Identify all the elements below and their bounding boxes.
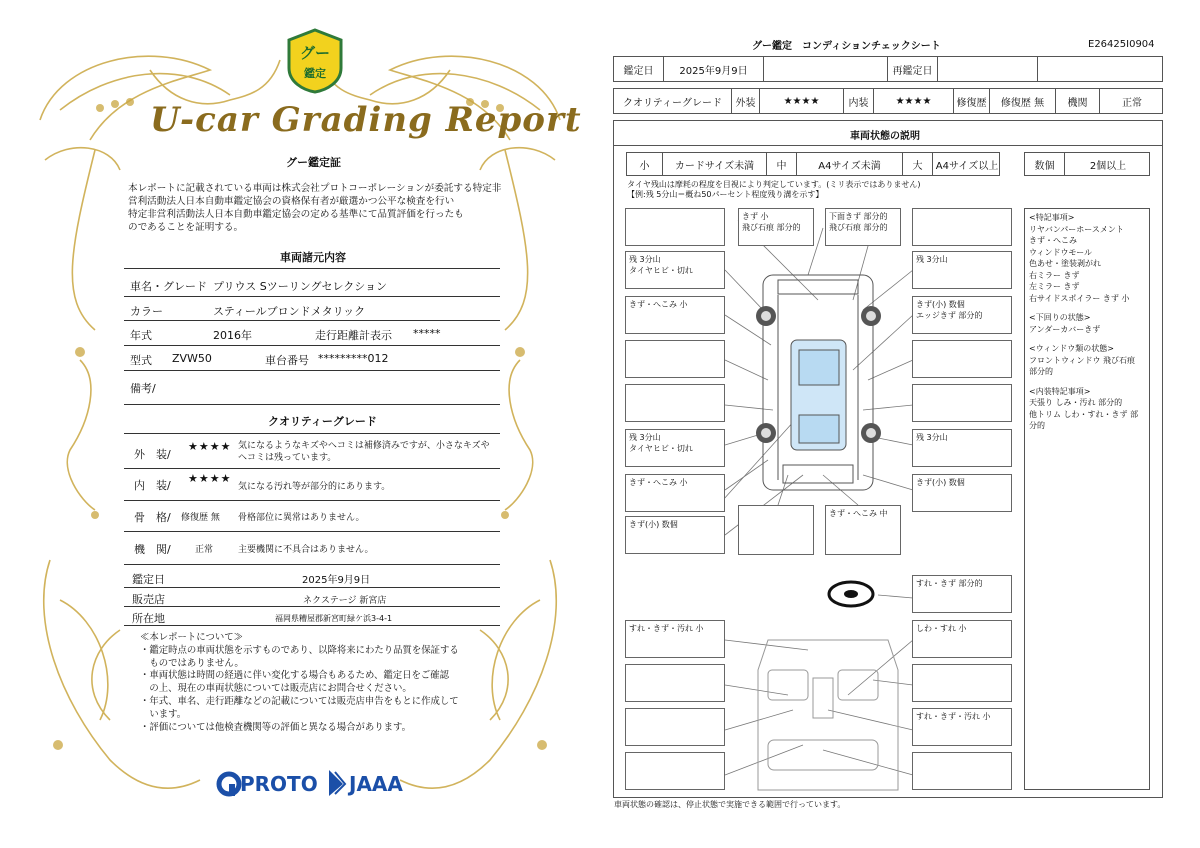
special-note-line: 色あせ・塗装剥がれ	[1029, 259, 1101, 268]
address-value: 福岡県糟屋郡新宮町緑ケ浜3-4-1	[275, 614, 393, 623]
tire-note	[627, 180, 920, 200]
sheet-date-label: 鑑定日	[614, 57, 664, 81]
steering-wheel-icon	[829, 582, 873, 606]
exterior-desc	[238, 440, 490, 464]
blank-note	[625, 752, 725, 790]
chassis-value: *********012	[318, 352, 389, 365]
exterior-desc-line: 気になるようなキズやヘコミは補修済みですが、小さなキズや	[238, 441, 490, 451]
cert-text-line: 特定非営利活動法人日本自動車鑑定協会の定める基準にて品質評価を行ったも	[128, 209, 464, 220]
note-int-right-2: すれ・きず・汚れ 小	[912, 708, 1012, 746]
frame-label: 骨 格/	[134, 511, 171, 524]
blank-note	[912, 752, 1012, 790]
note-int-right-1: しわ・すれ 小	[912, 620, 1012, 658]
tire-note-line: 【例:残 5分山＝概ね50パーセント程度残り溝を示す】	[627, 190, 824, 199]
special-note-line: フロントウィンドウ 飛び石痕 部分的	[1029, 355, 1136, 376]
blank-note	[625, 384, 725, 422]
blank-note	[625, 708, 725, 746]
special-note-line: きず・へこみ	[1029, 236, 1077, 245]
date-row	[613, 56, 1163, 82]
count-legend	[1024, 152, 1150, 176]
mileage-label: 走行距離計表示	[315, 329, 392, 342]
spec-heading: 車両諸元内容	[280, 251, 346, 264]
mileage-value: *****	[413, 327, 441, 340]
legend-large: 大	[903, 153, 933, 175]
special-note-line: 右サイドスポイラー きず 小	[1029, 293, 1130, 303]
sheet-int-stars: ★★★★	[874, 89, 954, 113]
note-front-a: きず 小 飛び石痕 部分的	[738, 208, 814, 246]
sheet-date-blank	[764, 57, 888, 81]
blank-note	[625, 208, 725, 246]
special-note-line: <下回りの状態>	[1029, 313, 1091, 322]
cert-text	[128, 182, 501, 234]
date-value: 2025年9月9日	[302, 575, 371, 586]
car-interior	[758, 640, 898, 790]
legend-small: 小	[627, 153, 663, 175]
doc-id: E26425I0904	[1088, 39, 1155, 50]
note-right-2: きず(小) 数個	[912, 474, 1012, 512]
blank-note	[738, 505, 814, 555]
cert-heading: グー鑑定証	[286, 156, 341, 169]
legend-count-desc: 2個以上	[1089, 160, 1127, 172]
interior-stars: ★★★★	[188, 472, 232, 485]
model-label: 型式	[130, 354, 152, 367]
special-note-line: リヤバンパーホースメント	[1029, 224, 1124, 234]
sheet-date-value: 2025年9月9日	[664, 57, 764, 81]
special-note-line: 他トリム しわ・すれ・きず 部分的	[1029, 409, 1139, 430]
jaaa-logo-text: JAAA	[349, 772, 403, 796]
sheet-grade-label: クオリティーグレード	[614, 89, 732, 113]
address-label: 所在地	[132, 612, 165, 625]
special-note-line: アンダーカバーきず	[1029, 324, 1101, 334]
model-value: ZVW50	[172, 352, 212, 365]
sheet-repair-value: 修復歴 無	[990, 89, 1056, 113]
blank-note	[625, 664, 725, 702]
frame-desc: 骨格部位に異常はありません。	[238, 513, 365, 523]
special-note-line: <特記事項>	[1029, 213, 1075, 222]
about-line: ・鑑定時点の車両状態を示すものであり、以降将来にわたり品質を保証する	[140, 644, 459, 656]
color-label: カラー	[130, 305, 163, 318]
special-note-line: ウィンドウモール	[1029, 247, 1093, 257]
remarks-label: 備考/	[130, 382, 156, 395]
dealer-label: 販売店	[132, 593, 165, 606]
special-note-line: 左ミラー きず	[1029, 282, 1080, 291]
legend-mid-desc: A4サイズ未満	[797, 153, 903, 175]
about-heading: ≪本レポートについて≫	[140, 632, 243, 643]
car-topview	[763, 275, 873, 490]
year-label: 年式	[130, 329, 152, 342]
frame-value: 修復歴 無	[181, 513, 220, 523]
about-line: ・車両状態は時間の経過に伴い変化する場合もあるため、鑑定日をご確認	[140, 670, 450, 682]
blank-note	[625, 340, 725, 378]
legend-large-desc: A4サイズ以上	[935, 160, 999, 172]
note-tire-fl: 残 3分山 タイヤヒビ・切れ	[625, 251, 725, 289]
special-note-line: <ウィンドウ類の状態>	[1029, 344, 1114, 353]
blank-note	[912, 340, 1012, 378]
car-name-label: 車名・グレード	[130, 280, 207, 293]
sheet-ext-stars: ★★★★	[760, 89, 844, 113]
engine-desc: 主要機関に不具合はありません。	[238, 545, 374, 555]
color-value: スティールブロンドメタリック	[213, 305, 366, 318]
note-front-b: 下面きず 部分的 飛び石痕 部分的	[825, 208, 901, 246]
note-left-1: きず・へこみ 小	[625, 296, 725, 334]
engine-value: 正常	[195, 545, 214, 555]
goo-kantei-badge	[285, 28, 345, 94]
redate-label: 再鑑定日	[888, 57, 938, 81]
jaaa-logo-icon	[325, 768, 347, 798]
chassis-label: 車台番号	[265, 354, 309, 367]
special-notes	[1024, 208, 1150, 790]
legend-mid: 中	[767, 153, 797, 175]
blank-note	[912, 208, 1012, 246]
note-left-3: きず(小) 数個	[625, 516, 725, 554]
cert-text-line: 営利活動法人日本自動車鑑定協会の資格保有者が厳選かつ公平な検査を行い	[128, 196, 455, 207]
note-tire-rl: 残 3分山 タイヤヒビ・切れ	[625, 429, 725, 467]
note-tire-fr: 残 3分山	[912, 251, 1012, 289]
sheet-int-label: 内装	[844, 89, 874, 113]
redate-value	[938, 57, 1038, 81]
proto-logo-text: PROTO	[240, 772, 318, 796]
exterior-desc-line: ヘコミは残っています。	[238, 453, 337, 463]
grade-heading: クオリティーグレード	[268, 415, 377, 428]
about-line: ・年式、車名、走行距離などの記載については販売店申告をもとに作成して	[140, 695, 459, 707]
about-line: ものではありません。	[140, 657, 244, 669]
sheet-footer: 車両状態の確認は、停止状態で実施できる範囲で行っています。	[614, 800, 846, 809]
engine-label: 機 関/	[134, 543, 171, 556]
tire-note-line: タイヤ残山は摩耗の程度を目視により判定しています。(ミリ表示ではありません)	[627, 180, 921, 189]
cert-text-line: 本レポートに記載されている車両は株式会社プロトコーポレーションが委託する特定非	[128, 183, 502, 194]
year-value: 2016年	[213, 329, 252, 342]
dealer-value: ネクステージ 新宮店	[303, 596, 387, 606]
exterior-label: 外 装/	[134, 448, 171, 461]
about-line: ・評価については他検査機関等の評価と異なる場合があります。	[140, 721, 411, 733]
note-rear: きず・へこみ 中	[825, 505, 901, 555]
about-line: います。	[140, 708, 187, 720]
section-title: 車両状態の説明	[850, 131, 920, 142]
size-legend	[626, 152, 1000, 176]
special-note-line: 天張り しみ・汚れ 部分的	[1029, 398, 1123, 407]
note-right-1: きず(小) 数個 エッジきず 部分的	[912, 296, 1012, 334]
sheet-ext-label: 外装	[732, 89, 760, 113]
note-left-2: きず・へこみ 小	[625, 474, 725, 512]
badge-bottom-text: 鑑定	[304, 67, 326, 80]
about-section	[140, 632, 459, 734]
note-int-left: すれ・きず・汚れ 小	[625, 620, 725, 658]
blank-note	[912, 384, 1012, 422]
about-line: の上、現在の車両状態については販売店にお問合せください。	[140, 683, 412, 695]
date-label: 鑑定日	[132, 573, 165, 586]
special-note-line: <内装特記事項>	[1029, 386, 1091, 396]
special-note-line: 右ミラー きず	[1029, 270, 1080, 280]
grade-row	[613, 88, 1163, 114]
car-name-value: プリウス Sツーリングセレクション	[213, 280, 388, 293]
exterior-stars: ★★★★	[188, 440, 232, 453]
sheet-engine-value: 正常	[1122, 97, 1142, 109]
blank-note	[912, 664, 1012, 702]
badge-top-text: グー	[299, 44, 331, 62]
interior-desc: 気になる汚れ等が部分的にあります。	[238, 482, 391, 492]
note-steering: すれ・きず 部分的	[912, 575, 1012, 613]
note-tire-rr: 残 3分山	[912, 429, 1012, 467]
report-title: U-car Grading Report	[150, 100, 582, 140]
interior-label: 内 装/	[134, 479, 171, 492]
cert-text-line: のであることを証明する。	[128, 222, 244, 233]
legend-small-desc: カードサイズ未満	[663, 153, 767, 175]
sheet-repair-label: 修復歴	[954, 89, 990, 113]
sheet-title: グー鑑定 コンディションチェックシート	[752, 41, 941, 52]
legend-count: 数個	[1025, 153, 1065, 175]
sheet-engine-label: 機関	[1056, 89, 1100, 113]
